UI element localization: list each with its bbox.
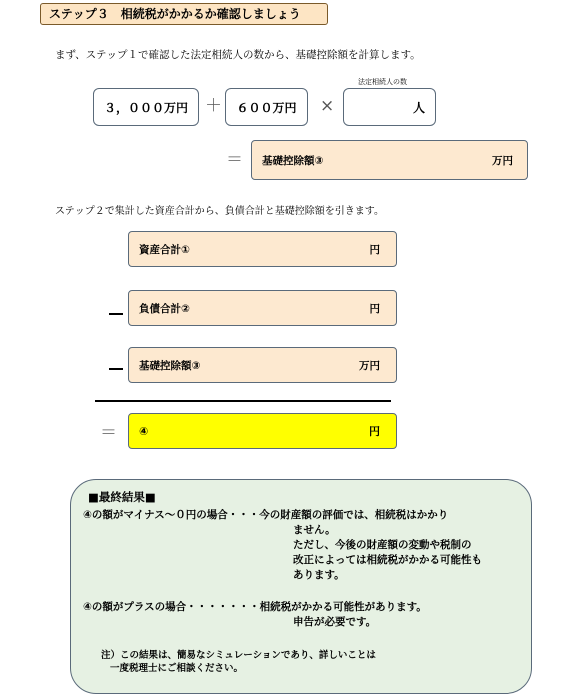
deduction-label: 基礎控除額③ xyxy=(262,154,324,167)
deduction-result-box xyxy=(251,140,528,180)
assets-total-box[interactable] xyxy=(128,231,397,267)
times-sign: × xyxy=(320,96,335,116)
deduction-unit-2: 万円 xyxy=(359,359,380,372)
assets-label: 資産合計① xyxy=(139,243,190,256)
heirs-unit: 人 xyxy=(412,100,425,115)
minus-case-text: ④の額がマイナス～０円の場合・・・今の財産額の評価では、相続税はかかり xyxy=(83,509,449,521)
intro-text-2: ステップ２で集計した資産合計から、負債合計と基礎控除額を引きます。 xyxy=(55,206,384,217)
plus-sign: ＋ xyxy=(205,96,222,116)
result-heading: ■最終結果■ xyxy=(88,490,156,504)
debts-total-box[interactable] xyxy=(128,290,397,326)
result-unit: 円 xyxy=(369,425,380,438)
equals-sign-result: ＝ xyxy=(100,423,117,443)
deduction-unit: 万円 xyxy=(492,154,513,167)
note-line2: 一度税理士にご相談ください。 xyxy=(110,663,244,674)
intro-text-1: まず、ステップ１で確認した法定相続人の数から、基礎控除額を計算します。 xyxy=(55,49,421,61)
plus-case-text: ④の額がプラスの場合・・・・・・・相続税がかかる可能性があります。 xyxy=(83,601,427,613)
minus-case-line4: 改正によっては相続税がかかる可能性も xyxy=(293,554,482,566)
heirs-count-box[interactable] xyxy=(343,88,436,126)
debts-label: 負債合計② xyxy=(139,302,190,315)
minus-sign-debts xyxy=(109,313,123,315)
debts-unit: 円 xyxy=(369,302,380,315)
base-amount-box: ３，０００万円 xyxy=(93,88,199,126)
sum-divider-line xyxy=(95,400,391,402)
equals-sign: ＝ xyxy=(226,150,243,170)
per-heir-box: ６００万円 xyxy=(225,88,308,126)
heirs-caption: 法定相続人の数 xyxy=(358,78,407,86)
plus-case-line2: 申告が必要です。 xyxy=(293,616,377,628)
deduction-box xyxy=(128,347,397,383)
step3-title: ステップ３ 相続税がかかるか確認しましょう xyxy=(40,3,328,25)
result-label: ④ xyxy=(139,424,149,438)
assets-unit: 円 xyxy=(369,243,380,256)
minus-case-line3: ただし、今後の財産額の変動や税制の xyxy=(293,539,472,551)
minus-case-line5: あります。 xyxy=(293,569,345,581)
note-line1: 注）この結果は、簡易なシミュレーションであり、詳しいことは xyxy=(101,650,376,661)
deduction-label-2: 基礎控除額③ xyxy=(139,359,201,372)
final-result-panel xyxy=(70,479,532,694)
minus-sign-deduction xyxy=(109,368,123,370)
final-result-box xyxy=(128,413,397,449)
minus-case-line2: ません。 xyxy=(293,524,336,536)
